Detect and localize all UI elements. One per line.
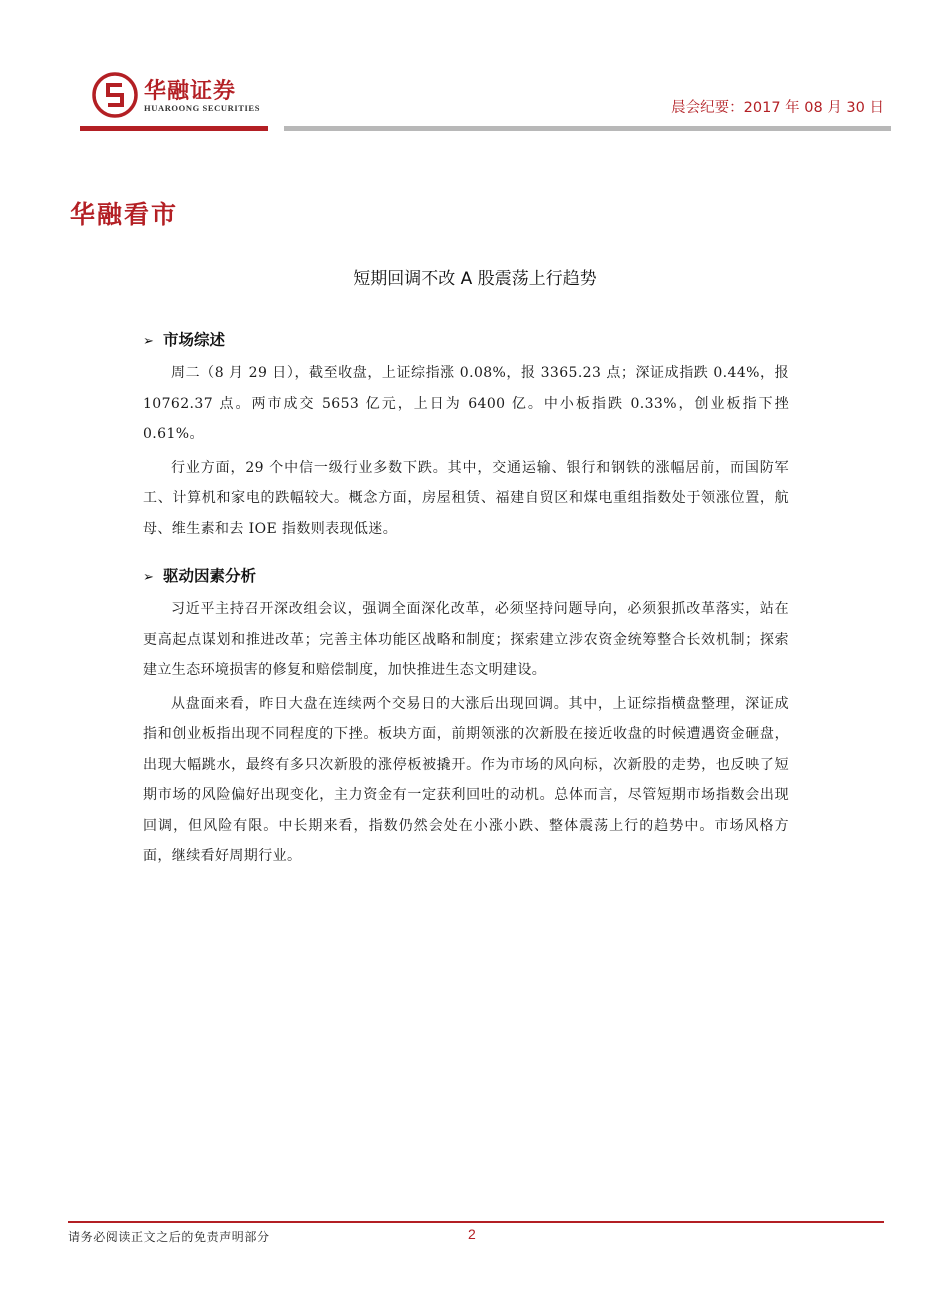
paragraph: 周二（8 月 29 日），截至收盘，上证综指涨 0.08%，报 3365.23 点；深证成指跌 0.44%，报 10762.37 点。两市成交 5653 亿元，上日为 6400 亿。中小板指跌 0.33%，创业板指下挫 0.61%。 [143,365,789,442]
paragraph: 行业方面，29 个中信一级行业多数下跌。其中，交通运输、银行和钢铁的涨幅居前，而国防军工、计算机和家电的跌幅较大。概念方面，房屋租赁、福建自贸区和煤电重组指数处于领涨位置，航母、维生素和去 IOE 指数则表现低迷。 [143,459,789,537]
huarong-logo-icon [92,72,138,118]
logo-text-cn: 华融证券 [144,79,237,104]
report-date-label: 晨会纪要：2017 年 08 月 30 日 [671,100,884,116]
logo-text-en: HUAROONG SECURITIES [144,103,261,113]
header-bar-red [80,126,268,131]
header-bar-gray [284,126,891,131]
subsection-heading [143,328,789,352]
document-title: 短期回调不改 A 股震荡上行趋势 [353,269,597,289]
arrow-bullet-icon: ➢ [143,570,154,585]
article-body [143,328,789,872]
company-logo [92,72,282,118]
footer-divider [68,1221,884,1223]
page-number: 2 [468,1226,476,1242]
subsection-heading-text: 驱动因素分析 [163,567,257,585]
footer-disclaimer: 请务必阅读正文之后的免责声明部分 [68,1230,270,1244]
subsection-heading-text: 市场综述 [163,331,226,349]
subsection-heading [143,564,789,588]
arrow-bullet-icon: ➢ [143,334,154,349]
section-title: 华融看市 [70,200,179,229]
paragraph: 从盘面来看，昨日大盘在连续两个交易日的大涨后出现回调。其中，上证综指横盘整理，深证成指和创业板指出现不同程度的下挫。板块方面，前期领涨的次新股在接近收盘的时候遭遇资金砸盘，出现大幅跳水，最终有多只次新股的涨停板被撬开。作为市场的风向标，次新股的走势，也反映了短期市场的风险偏好出现变化，主力资金有一定获利回吐的动机。总体而言，尽管短期市场指数会出现回调，但风险有限。中长期来看，指数仍然会处在小涨小跌、整体震荡上行的趋势中。市场风格方面，继续看好周期行业。 [143,695,789,864]
paragraph: 习近平主持召开深改组会议，强调全面深化改革，必须坚持问题导向，必须狠抓改革落实，站在更高起点谋划和推进改革；完善主体功能区战略和制度；探索建立涉农资金统筹整合长效机制；探索建立生态环境损害的修复和赔偿制度，加快推进生态文明建设。 [143,601,789,678]
